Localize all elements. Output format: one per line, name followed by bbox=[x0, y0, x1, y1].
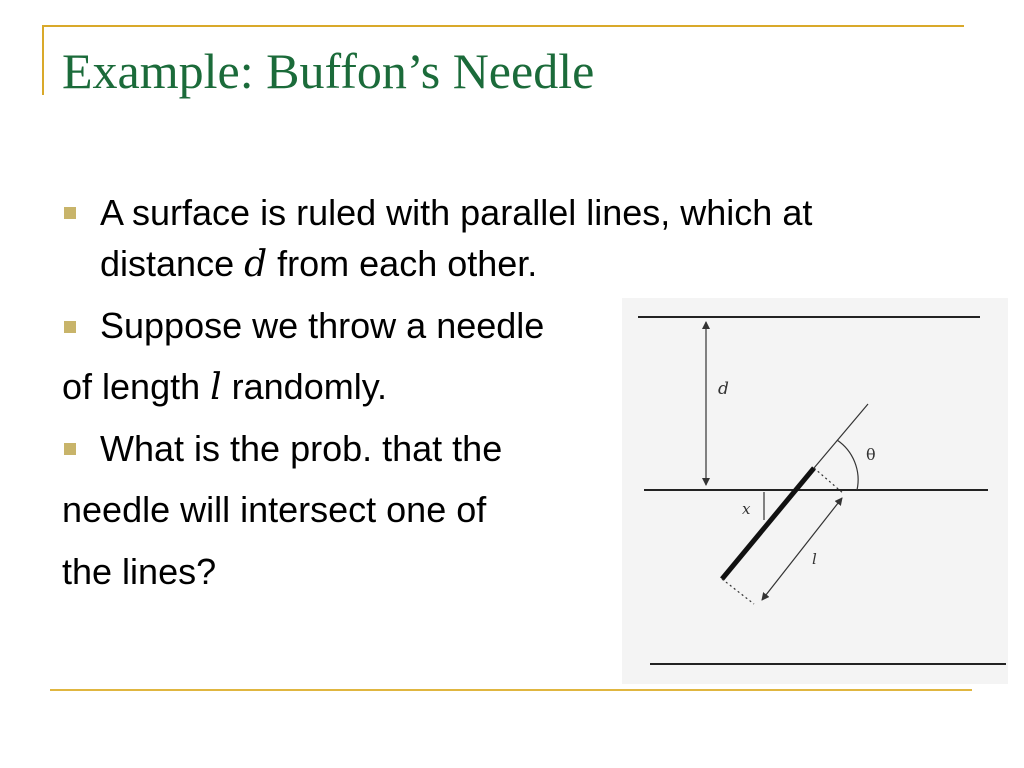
bullet-3-line-2: needle will intersect one of bbox=[62, 489, 487, 530]
bullet-1-line-2-pre: distance bbox=[100, 243, 245, 284]
buffon-needle-figure bbox=[622, 298, 1008, 684]
bullet-1-line-1: A surface is ruled with parallel lines, which at bbox=[100, 192, 813, 233]
label-l: l bbox=[812, 550, 817, 568]
bullet-1-line-2-post: from each other. bbox=[267, 243, 538, 284]
left-rule bbox=[42, 25, 44, 95]
bullet-2-line-1: Suppose we throw a needle bbox=[100, 305, 545, 346]
variable-l: l bbox=[210, 367, 222, 408]
top-rule bbox=[42, 25, 964, 27]
bullet-marker-1 bbox=[64, 207, 76, 219]
label-d: d bbox=[718, 379, 729, 399]
bottom-rule bbox=[50, 689, 972, 691]
label-theta: θ bbox=[866, 445, 876, 464]
variable-d: d bbox=[244, 244, 268, 285]
bullet-marker-2 bbox=[64, 321, 76, 333]
bullet-1-line-2 bbox=[100, 243, 538, 285]
figure-svg bbox=[622, 298, 1008, 684]
slide-title: Example: Buffon’s Needle bbox=[62, 43, 595, 99]
bullet-2-line-2-post: randomly. bbox=[221, 366, 388, 407]
label-x: x bbox=[742, 500, 751, 518]
bullet-2-line-2 bbox=[62, 366, 388, 408]
bullet-2-line-2-pre: of length bbox=[62, 366, 211, 407]
bullet-3-line-3: the lines? bbox=[62, 551, 217, 592]
bullet-marker-3 bbox=[64, 443, 76, 455]
bullet-3-line-1: What is the prob. that the bbox=[100, 428, 503, 469]
